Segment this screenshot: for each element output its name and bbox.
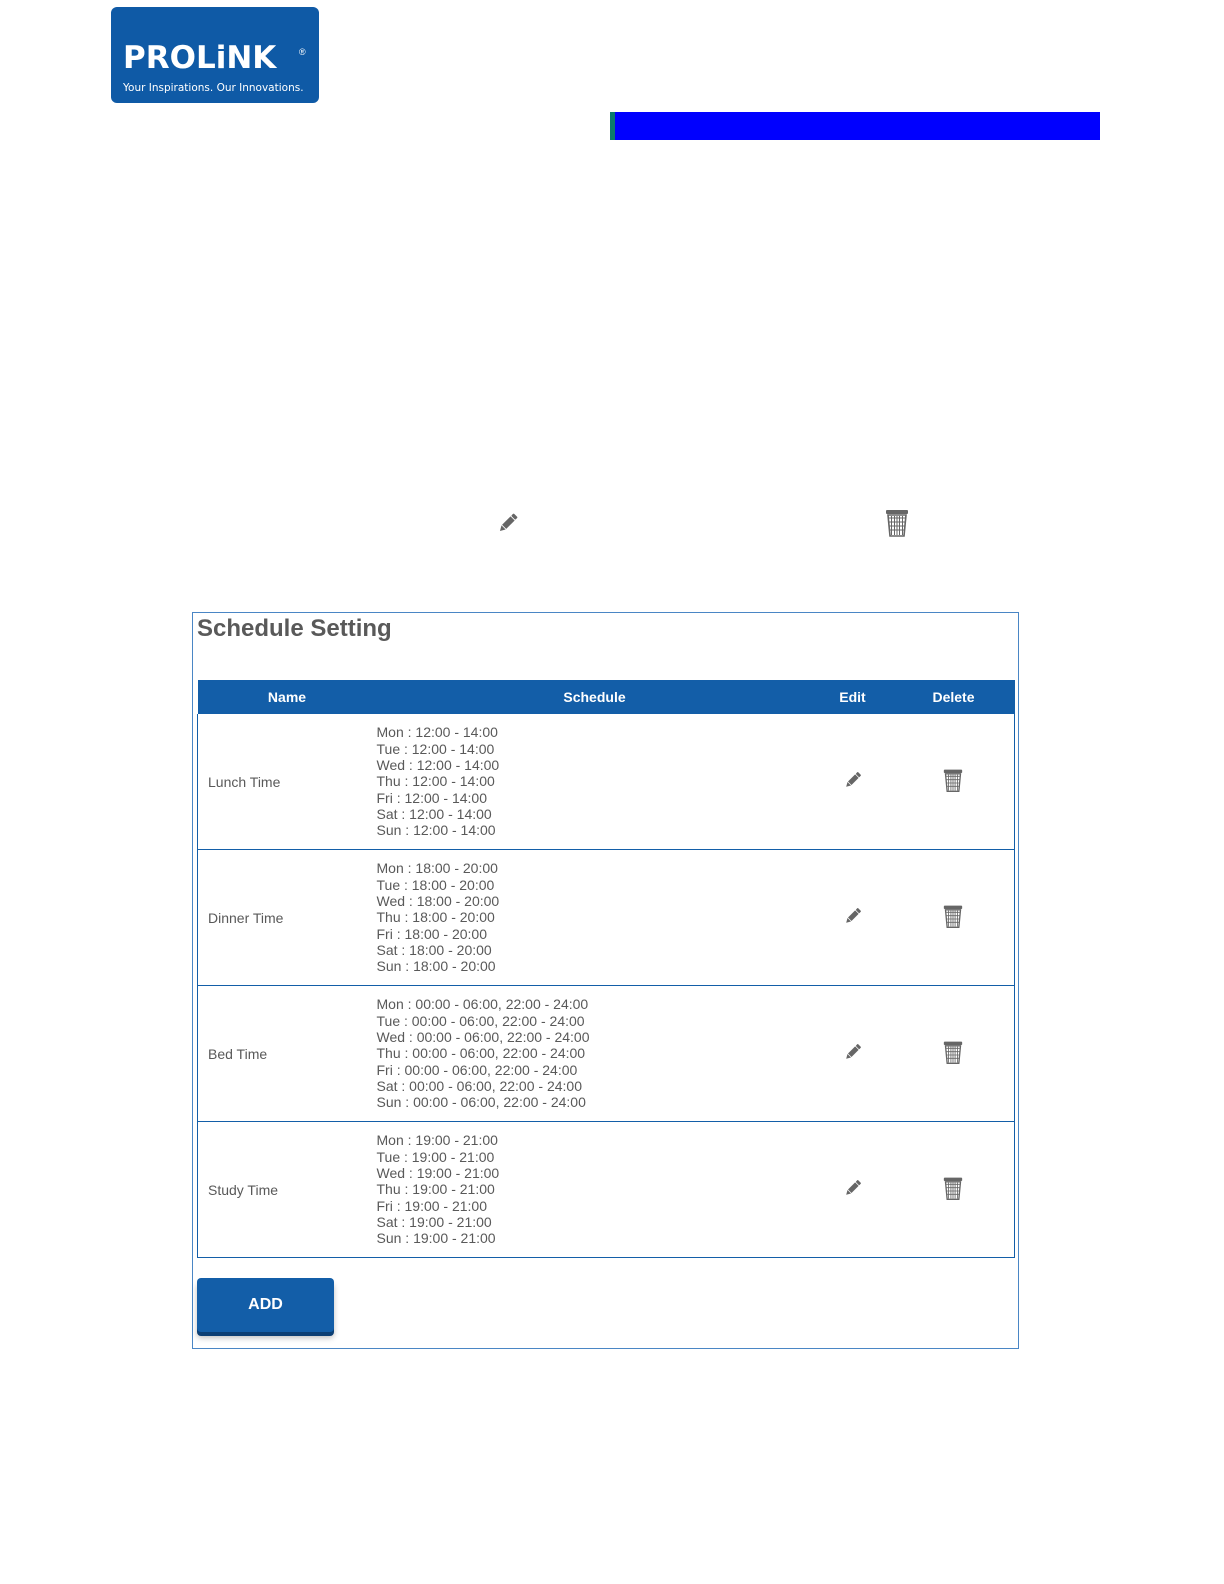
schedule-line: Mon : 19:00 - 21:00 xyxy=(376,1132,498,1149)
schedule-line: Sun : 18:00 - 20:00 xyxy=(376,958,496,975)
edit-pencil-icon[interactable] xyxy=(842,1041,864,1066)
schedule-line: Wed : 19:00 - 21:00 xyxy=(376,1165,500,1182)
schedule-times xyxy=(377,1122,813,1258)
trash-icon xyxy=(885,508,909,538)
schedule-line: Wed : 12:00 - 14:00 xyxy=(376,757,500,774)
delete-cell xyxy=(893,714,1015,850)
schedule-line: Tue : 12:00 - 14:00 xyxy=(376,740,495,757)
edit-pencil-icon[interactable] xyxy=(842,1177,864,1202)
table-row xyxy=(198,986,1015,1122)
schedule-line: Wed : 18:00 - 20:00 xyxy=(376,893,500,910)
table-row xyxy=(198,850,1015,986)
delete-trash-icon[interactable] xyxy=(943,1176,963,1204)
schedule-line: Sun : 00:00 - 06:00, 22:00 - 24:00 xyxy=(376,1094,586,1111)
schedule-name: Lunch Time xyxy=(198,714,377,850)
schedule-line: Wed : 00:00 - 06:00, 22:00 - 24:00 xyxy=(376,1029,590,1046)
logo-registered-mark: ® xyxy=(299,47,306,57)
schedule-setting-panel xyxy=(192,612,1019,1349)
edit-cell xyxy=(813,714,893,850)
schedule-name: Dinner Time xyxy=(198,850,377,986)
schedule-line: Tue : 00:00 - 06:00, 22:00 - 24:00 xyxy=(376,1012,585,1029)
column-header-delete: Delete xyxy=(893,680,1015,714)
delete-cell xyxy=(893,1122,1015,1258)
schedule-line: Fri : 19:00 - 21:00 xyxy=(376,1197,488,1214)
schedule-line: Thu : 00:00 - 06:00, 22:00 - 24:00 xyxy=(376,1045,586,1062)
edit-cell xyxy=(813,1122,893,1258)
add-button[interactable]: ADD xyxy=(197,1278,334,1332)
schedule-line: Mon : 00:00 - 06:00, 22:00 - 24:00 xyxy=(376,996,589,1013)
table-header-row xyxy=(198,680,1015,714)
schedule-line: Mon : 12:00 - 14:00 xyxy=(376,724,498,741)
schedule-name: Study Time xyxy=(198,1122,377,1258)
table-row xyxy=(198,714,1015,850)
schedule-line: Sun : 12:00 - 14:00 xyxy=(376,822,496,839)
edit-cell xyxy=(813,986,893,1122)
schedule-line: Sat : 19:00 - 21:00 xyxy=(376,1213,492,1230)
prolink-logo xyxy=(111,7,319,103)
delete-trash-icon[interactable] xyxy=(943,768,963,796)
schedule-line: Sun : 19:00 - 21:00 xyxy=(376,1230,496,1247)
schedule-line: Fri : 00:00 - 06:00, 22:00 - 24:00 xyxy=(376,1061,578,1078)
schedule-line: Fri : 18:00 - 20:00 xyxy=(376,925,488,942)
header-color-bar xyxy=(610,112,1100,140)
schedule-name: Bed Time xyxy=(198,986,377,1122)
schedule-line: Sat : 00:00 - 06:00, 22:00 - 24:00 xyxy=(376,1077,582,1094)
column-header-name: Name xyxy=(198,680,377,714)
delete-cell xyxy=(893,850,1015,986)
column-header-edit: Edit xyxy=(813,680,893,714)
edit-pencil-icon[interactable] xyxy=(842,769,864,794)
column-header-schedule: Schedule xyxy=(377,680,813,714)
schedule-line: Sat : 18:00 - 20:00 xyxy=(376,941,492,958)
schedule-line: Fri : 12:00 - 14:00 xyxy=(376,789,488,806)
edit-cell xyxy=(813,850,893,986)
logo-tagline: Your Inspirations. Our Innovations. xyxy=(123,82,304,94)
edit-pencil-icon[interactable] xyxy=(842,905,864,930)
schedule-line: Sat : 12:00 - 14:00 xyxy=(376,805,492,822)
schedule-line: Thu : 18:00 - 20:00 xyxy=(376,909,495,926)
logo-wordmark: PROLiNK xyxy=(123,40,277,76)
delete-trash-icon[interactable] xyxy=(943,904,963,932)
panel-title: Schedule Setting xyxy=(197,615,392,642)
schedule-line: Thu : 19:00 - 21:00 xyxy=(376,1181,495,1198)
schedule-times xyxy=(377,986,813,1122)
schedule-table xyxy=(197,680,1015,1258)
delete-cell xyxy=(893,986,1015,1122)
schedule-times xyxy=(377,850,813,986)
schedule-line: Mon : 18:00 - 20:00 xyxy=(376,860,498,877)
delete-trash-icon[interactable] xyxy=(943,1040,963,1068)
schedule-line: Thu : 12:00 - 14:00 xyxy=(376,773,495,790)
schedule-line: Tue : 19:00 - 21:00 xyxy=(376,1148,495,1165)
table-row xyxy=(198,1122,1015,1258)
schedule-line: Tue : 18:00 - 20:00 xyxy=(376,876,495,893)
schedule-times xyxy=(377,714,813,850)
pencil-icon xyxy=(495,510,521,536)
